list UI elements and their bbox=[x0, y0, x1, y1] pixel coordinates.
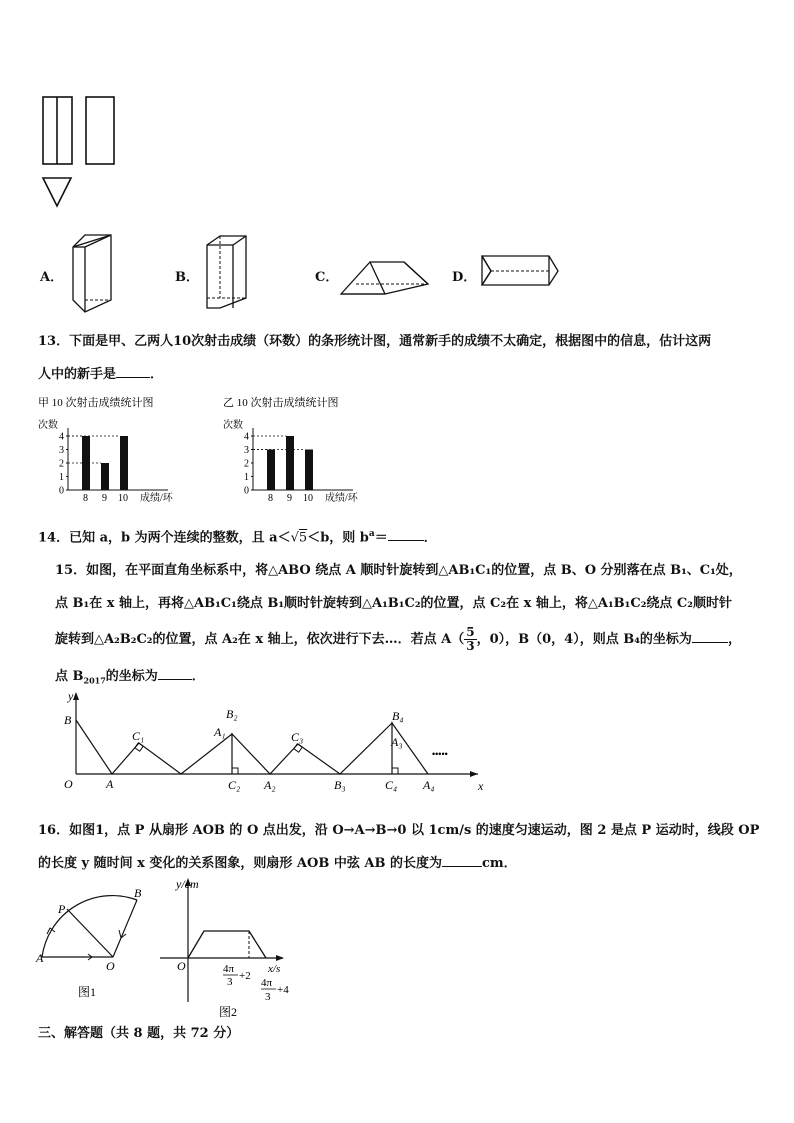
fig15-c3-label: C₃ bbox=[291, 730, 304, 744]
q16-line1: 16．如图1，点 P 从扇形 AOB 的 O 点出发，沿 O→A→B→0 以 1cm/s 的速度匀速运动，图 2 是点 P 运动时，线段 OP bbox=[38, 823, 760, 838]
q15-text-pre: 旋转到△A₂B₂C₂的位置，点 A₂在 x 轴上，依次进行下去…．若点 A（ bbox=[55, 632, 465, 647]
q15-frac-num: 5 bbox=[466, 625, 475, 639]
option-c-label[interactable]: C． bbox=[315, 270, 339, 285]
q13-text: 人中的新手是 bbox=[38, 367, 117, 382]
fig15-a2-label: A₂ bbox=[264, 778, 276, 792]
fig15-c4-label: C₄ bbox=[385, 778, 398, 792]
yi-ytick-0: 0 bbox=[244, 485, 249, 497]
yi-ytick-4: 4 bbox=[244, 431, 249, 443]
fig15-b-label: B bbox=[64, 713, 72, 727]
q15-frac-den: 3 bbox=[466, 639, 475, 653]
fig15-x-label: x bbox=[478, 779, 484, 793]
q13-end: ． bbox=[150, 367, 164, 382]
fig15-c2-label: C₂ bbox=[228, 778, 241, 792]
fig15-c1-label: C₁ bbox=[132, 729, 145, 743]
yi-ytick-3: 3 bbox=[244, 445, 249, 456]
jia-ylabel: 次数 bbox=[38, 420, 58, 431]
jia-xtick-10: 10 bbox=[118, 493, 128, 504]
option-a-label[interactable]: A． bbox=[40, 270, 64, 285]
fig1-p-label: P bbox=[58, 902, 66, 916]
q14-exponent: a bbox=[368, 529, 375, 539]
option-d-label[interactable]: D． bbox=[452, 270, 477, 285]
q14-radicand: 5 bbox=[298, 530, 308, 546]
fig2-tick2-num: 4π bbox=[261, 977, 273, 989]
q15-text-post: ，0），B（0，4），则点 B₄的坐标为 bbox=[476, 632, 692, 647]
yi-xlabel: 成绩/环 bbox=[325, 493, 358, 504]
fig15-a1-label: A₁ bbox=[214, 725, 226, 739]
fig2-tick1-den: 3 bbox=[227, 976, 233, 988]
option-b-label[interactable]: B． bbox=[175, 270, 199, 285]
fig2-tick1-num: 4π bbox=[223, 963, 235, 975]
yi-xtick-8: 8 bbox=[268, 493, 273, 504]
fig1-o-label: O bbox=[106, 959, 115, 973]
fig15-b4-label: B₄ bbox=[392, 709, 404, 723]
jia-xlabel: 成绩/环 bbox=[140, 493, 173, 504]
jia-title: 甲 10 次射击成绩统计图 bbox=[38, 397, 154, 409]
fig2-caption: 图2 bbox=[219, 1005, 238, 1019]
q15-end: ． bbox=[191, 669, 205, 684]
jia-ytick-3: 3 bbox=[59, 445, 64, 456]
q16-text-pre: 的长度 y 随时间 x 变化的关系图象，则扇形 AOB 中弦 AB 的长度为 bbox=[38, 856, 442, 871]
q13-line1: 13．下面是甲、乙两人10次射击成绩（环数）的条形统计图，通常新手的成绩不太确定，根据图中的信息，估计这两 bbox=[38, 334, 712, 349]
fig15-ellipsis: ••••• bbox=[432, 749, 448, 759]
jia-xtick-8: 8 bbox=[83, 493, 88, 504]
q15-subscript: 2017 bbox=[83, 675, 106, 686]
fig15-b2-label: B₂ bbox=[226, 707, 238, 721]
fig2-o-label: O bbox=[177, 959, 186, 973]
fig15-a-label: A bbox=[106, 777, 114, 791]
yi-ylabel: 次数 bbox=[223, 420, 243, 431]
jia-xtick-9: 9 bbox=[102, 493, 107, 504]
fig2-tick2-add: +4 bbox=[277, 984, 289, 996]
q15-text-coord: 的坐标为 bbox=[105, 669, 158, 684]
fig15-a4-label: A₄ bbox=[423, 778, 435, 792]
q15-line3: 旋转到△A₂B₂C₂的位置，点 A₂在 x 轴上，依次进行下去…．若点 A（ $\frac{5}{3}$，0），B（0，4），则点 B₄的坐标为 ， bbox=[55, 625, 741, 653]
section-heading: 三、解答题（共 8 题，共 72 分） bbox=[38, 1026, 240, 1041]
q14-text-pre: 14．已知 a，b 为两个连续的整数，且 a＜ bbox=[38, 530, 291, 546]
fig15-b3-label: B₃ bbox=[334, 778, 346, 792]
fig15-o-label: O bbox=[64, 777, 73, 791]
jia-ytick-2: 2 bbox=[59, 458, 64, 470]
q14-equals: ＝ bbox=[374, 530, 388, 546]
yi-xtick-9: 9 bbox=[287, 493, 292, 504]
fig1-a-label: A bbox=[36, 951, 44, 965]
jia-ytick-4: 4 bbox=[59, 431, 64, 443]
yi-title: 乙 10 次射击成绩统计图 bbox=[223, 397, 339, 409]
fig1-caption: 图1 bbox=[78, 985, 97, 999]
fig15-a3-label: A₃ bbox=[391, 735, 403, 749]
yi-ytick-2: 2 bbox=[244, 458, 249, 470]
fig1-b-label: B bbox=[134, 886, 142, 900]
fig15-y-label: y bbox=[68, 689, 74, 703]
q15-line2: 点 B₁在 x 轴上，再将△AB₁C₁绕点 B₁顺时针旋转到△A₁B₁C₂的位置，点 C₂在 x 轴上，将△A₁B₁C₂绕点 C₂顺时针 bbox=[55, 596, 732, 611]
q16-text-post: cm． bbox=[481, 856, 517, 871]
yi-ytick-1: 1 bbox=[244, 472, 249, 483]
q14-end: ． bbox=[423, 530, 437, 546]
fig2-x-label: x/s bbox=[268, 963, 281, 975]
q15-line1: 15．如图，在平面直角坐标系中，将△ABO 绕点 A 顺时针旋转到△AB₁C₁的位置，点 B、O 分别落在点 B₁、C₁处， bbox=[55, 563, 742, 578]
jia-ytick-1: 1 bbox=[59, 472, 64, 483]
fig2-tick1-add: +2 bbox=[239, 970, 251, 982]
q15-text-b: 点 B bbox=[55, 669, 84, 684]
yi-xtick-10: 10 bbox=[303, 493, 313, 504]
jia-ytick-0: 0 bbox=[59, 485, 64, 497]
fig2-tick2-den: 3 bbox=[265, 991, 271, 1003]
fig2-y-label: y/cm bbox=[176, 877, 199, 891]
q14-text-mid: ＜b，则 b bbox=[307, 530, 369, 546]
sqrt-symbol: √5 bbox=[290, 530, 308, 546]
